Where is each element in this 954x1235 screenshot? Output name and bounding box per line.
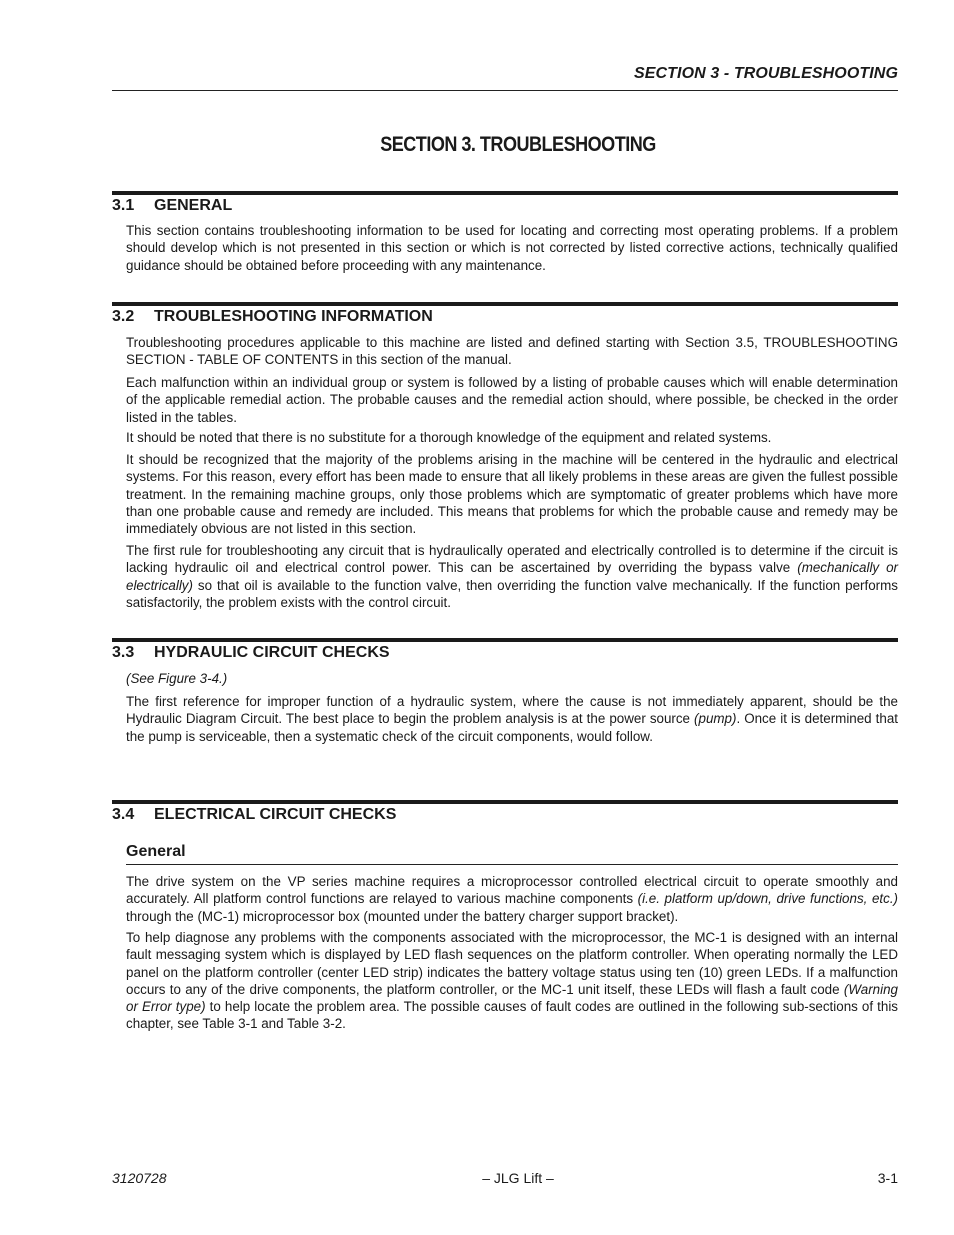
paragraph: It should be recognized that the majority of the problems arising in the machine will be centered in the hydraulic and electrical systems. For this reason, every effort has been made to ensure that all likely problems in these areas are given the fullest possible treatment. In the remaining machine groups, only those problems which are symptomatic of greater problems which have more than one probable cause and remedy are included. This means that problems for which the probable cause and remedy may be immediately obvious are not listed in this section. [126, 452, 898, 537]
paragraph-italic-text: (i.e. platform up/down, drive functions, etc.) [637, 891, 898, 907]
running-header [112, 60, 898, 91]
section-heading-troubleshooting-information [112, 308, 433, 326]
footer-doc-number: 3120728 [112, 1170, 167, 1186]
section-heading-general [112, 197, 232, 215]
section-title: HYDRAULIC CIRCUIT CHECKS [154, 644, 390, 661]
paragraph-text: The first rule for troubleshooting any circuit that is hydraulically operated and electrically controlled is to determine if the circuit is lacking hydraulic oil and electrical control power. This can be ascertained by overriding the bypass valve [126, 543, 898, 576]
section-rule [112, 638, 898, 642]
footer-page-number: 3-1 [877, 1170, 898, 1186]
section-title: TROUBLESHOOTING INFORMATION [154, 308, 433, 325]
paragraph [126, 693, 898, 745]
paragraph-italic-text: (mechanically or electrically) [126, 560, 899, 593]
page-title: SECTION 3. TROUBLESHOOTING [380, 133, 656, 156]
paragraph-text: The drive system on the VP series machine requires a microprocessor controlled electrical circuit to operate smoothly and accurately. All platform control functions are relayed to various machine components [126, 874, 898, 907]
section-heading-hydraulic-circuit-checks [112, 644, 390, 662]
section-number: 3.1 [112, 197, 135, 214]
subheading [126, 840, 898, 865]
paragraph: It should be noted that there is no substitute for a thorough knowledge of the equipment and related systems. [126, 430, 772, 445]
paragraph-text: To help diagnose any problems with the components associated with the microprocessor, the MC-1 is designed with an internal fault messaging system which is displayed by LED flash sequences on the platform controller. When operating normally the LED panel on the platform controller (center LED strip) indicates the battery voltage status using ten (10) green LEDs. If a malfunction occurs to any of the drive components, the platform controller, or the MC-1 unit itself, these LEDs will flash a fault code [126, 930, 898, 997]
section-rule [112, 302, 898, 306]
paragraph [126, 542, 898, 611]
section-rule [112, 191, 898, 195]
section-number: 3.4 [112, 806, 135, 823]
paragraph-text: so that oil is available to the function valve, then overriding the function valve mechanically. If the function performs satisfactorily, the problem exists with the control circuit. [126, 577, 898, 610]
paragraph [126, 873, 898, 925]
paragraph [126, 929, 898, 1033]
section-heading-electrical-circuit-checks [112, 806, 396, 824]
running-header-title: SECTION 3 - TROUBLESHOOTING [633, 65, 898, 82]
paragraph-italic-text: (pump) [694, 711, 737, 727]
section-title: GENERAL [154, 197, 233, 214]
section-rule [112, 800, 898, 804]
section-title: ELECTRICAL CIRCUIT CHECKS [154, 806, 397, 823]
subheading-text: General [126, 843, 186, 860]
paragraph-text: through the (MC-1) microprocessor box (mounted under the battery charger support bracket). [126, 908, 679, 924]
paragraph-italic-text: (Warning or Error type) [126, 981, 898, 1015]
figure-reference-note: (See Figure 3-4.) [126, 671, 228, 686]
section-number: 3.2 [112, 308, 135, 325]
paragraph-text: to help locate the problem area. The possible causes of fault codes are outlined in the following sub-sections of this chapter, see Table 3-1 and Table 3-2. [126, 999, 898, 1032]
section-number: 3.3 [112, 644, 135, 661]
paragraph: This section contains troubleshooting information to be used for locating and correcting most operating problems. If a problem should develop which is not presented in this section or which is not corrected by listed corrective actions, technically qualified guidance should be obtained before proceeding with any maintenance. [126, 223, 898, 273]
paragraph-text: The first reference for improper function of a hydraulic system, where the cause is not immediately apparent, should be the Hydraulic Diagram Circuit. The best place to begin the problem analysis is at the power source [126, 694, 898, 727]
footer-brand: – JLG Lift – [482, 1170, 554, 1186]
paragraph: Troubleshooting procedures applicable to this machine are listed and defined starting with Section 3.5, TROUBLESHOOTING SECTION - TABLE OF CONTENTS in this section of the manual. [126, 335, 898, 368]
paragraph: Each malfunction within an individual group or system is followed by a listing of probable causes which will enable determination of the applicable remedial action. The probable causes and the remedial action should, where possible, be checked in the order listed in the tables. [126, 375, 898, 425]
paragraph-text: . Once it is determined that the pump is serviceable, then a systematic check of the circuit components, would follow. [126, 711, 898, 744]
